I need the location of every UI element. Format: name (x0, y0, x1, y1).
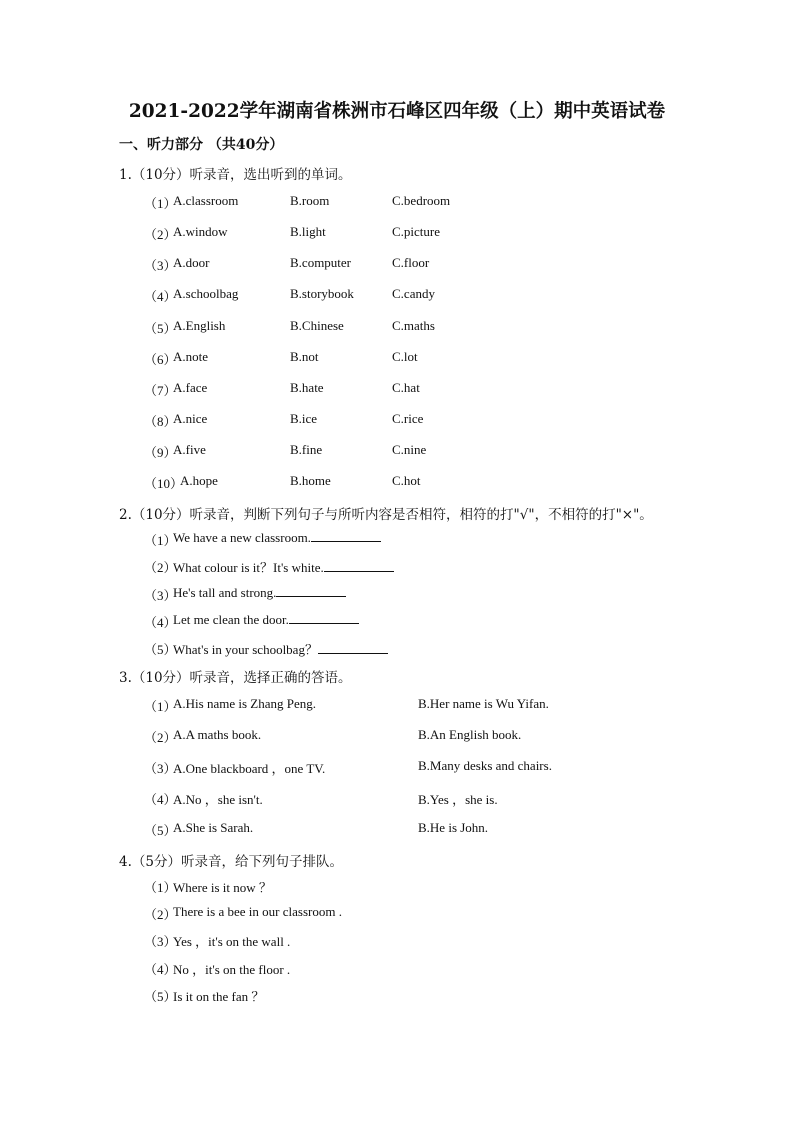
q2-item-number: （1） (144, 533, 177, 548)
q1-item-number: （4） (144, 289, 177, 304)
q1-option-a: A.hope (180, 473, 218, 488)
q3-option-a: A.No ，she isn't. (173, 792, 263, 807)
q4-sentence-row (0, 959, 794, 979)
q1-option-b: B.fine (290, 442, 323, 457)
q1-option-a: A.face (173, 380, 208, 395)
q2-sentence-text: What's in your schoolbag？ (173, 642, 318, 657)
q4-sentence-row (0, 931, 794, 951)
q1-item-row (0, 473, 794, 493)
q1-item-number: （7） (144, 383, 177, 398)
q1-item-row (0, 411, 794, 431)
q1-option-c: C.hot (392, 473, 421, 488)
q1-option-a: A.window (173, 224, 228, 239)
q1-option-b: B.home (290, 473, 331, 488)
q2-sentence-text: What colour is it？It's white. (173, 560, 324, 575)
q1-option-b: B.ice (290, 411, 318, 426)
q1-item-row (0, 224, 794, 244)
q1-item-number: （6） (144, 352, 177, 367)
q1-option-b: B.computer (290, 255, 352, 270)
q2-item-number: （2） (144, 560, 177, 575)
q3-option-b: B.Yes ，she is. (418, 792, 498, 807)
q4-sentence-text: No ，it's on the floor . (173, 962, 291, 977)
q3-item-row (0, 727, 794, 747)
q1-option-b: B.room (290, 193, 330, 208)
q1-item-number: （8） (144, 414, 177, 429)
q3-item-row (0, 789, 794, 809)
q4-item-number: （1） (144, 880, 177, 895)
q1-option-b: B.not (290, 349, 319, 364)
q3-option-b: B.Many desks and chairs. (418, 758, 552, 773)
q3-item-number: （4） (144, 792, 177, 807)
q3-option-b: B.He is John. (418, 820, 489, 835)
q3-option-a: A.His name is Zhang Peng. (173, 696, 316, 711)
answer-blank[interactable] (276, 585, 346, 597)
q1-option-a: A.classroom (173, 193, 239, 208)
q1-option-c: C.hat (392, 380, 420, 395)
q3-option-a: A.A maths book. (173, 727, 262, 742)
q3-item-number: （5） (144, 823, 177, 838)
q3-option-b: B.Her name is Wu Yifan. (418, 696, 549, 711)
q4-sentence-text: Yes ，it's on the wall . (173, 934, 291, 949)
q3-item-row (0, 696, 794, 716)
q2-sentence (173, 639, 388, 658)
q1-option-b: B.hate (290, 380, 324, 395)
q2-sentence (173, 612, 359, 628)
q2-sentence-row (0, 557, 794, 577)
answer-blank[interactable] (311, 530, 381, 542)
q1-option-a: A.five (173, 442, 206, 457)
q3-option-b: B.An English book. (418, 727, 522, 742)
q3-item-number: （1） (144, 699, 177, 714)
q4-sentence-row (0, 904, 794, 924)
question-4-heading: 4.（5分）听录音，给下列句子排队。 (119, 854, 343, 870)
q1-option-c: C.floor (392, 255, 430, 270)
q1-item-row (0, 318, 794, 338)
q1-option-c: C.maths (392, 318, 435, 333)
q2-sentence (173, 530, 381, 546)
q1-item-row (0, 255, 794, 275)
q2-sentence-row (0, 530, 794, 550)
q1-option-a: A.note (173, 349, 209, 364)
q1-item-row (0, 286, 794, 306)
q3-item-number: （3） (144, 761, 177, 776)
q2-sentence (173, 557, 394, 576)
q1-option-b: B.Chinese (290, 318, 344, 333)
q1-option-a: A.schoolbag (173, 286, 239, 301)
q4-sentence-text: There is a bee in our classroom . (173, 904, 342, 919)
q2-item-number: （4） (144, 615, 177, 630)
q1-option-c: C.lot (392, 349, 418, 364)
q1-item-number: （1） (144, 196, 177, 211)
answer-blank[interactable] (289, 612, 359, 624)
q2-sentence (173, 585, 346, 601)
section-heading-listening: 一、听力部分 （共40分） (119, 137, 284, 153)
question-2-heading: 2.（10分）听录音，判断下列句子与所听内容是否相符，相符的打"√"，不相符的打"×"。 (119, 507, 653, 523)
q1-option-a: A.nice (173, 411, 208, 426)
page-title: 2021-2022学年湖南省株洲市石峰区四年级（上）期中英语试卷 (128, 101, 666, 122)
q3-item-row (0, 758, 794, 778)
q1-option-c: C.rice (392, 411, 424, 426)
answer-blank[interactable] (318, 642, 388, 654)
q2-sentence-text: We have a new classroom. (173, 530, 311, 545)
q1-item-row (0, 380, 794, 400)
q2-sentence-row (0, 612, 794, 632)
q1-item-row (0, 193, 794, 213)
q3-item-row (0, 820, 794, 840)
q4-item-number: （4） (144, 962, 177, 977)
q1-item-row (0, 349, 794, 369)
answer-blank[interactable] (324, 560, 394, 572)
q4-sentence-row (0, 986, 794, 1006)
q1-option-c: C.picture (392, 224, 441, 239)
question-3-heading: 3.（10分）听录音，选择正确的答语。 (119, 670, 352, 686)
q4-sentence-row (0, 877, 794, 897)
q1-item-number: （9） (144, 445, 177, 460)
q1-option-a: A.English (173, 318, 226, 333)
q3-option-a: A.One blackboard ，one TV. (173, 761, 326, 776)
q4-item-number: （3） (144, 934, 177, 949)
q2-item-number: （5） (144, 642, 177, 657)
q4-item-number: （2） (144, 907, 177, 922)
q2-sentence-text: Let me clean the door. (173, 612, 289, 627)
q1-item-row (0, 442, 794, 462)
q3-item-number: （2） (144, 730, 177, 745)
q2-sentence-row (0, 585, 794, 605)
q3-option-a: A.She is Sarah. (173, 820, 254, 835)
q4-sentence-text: Is it on the fan ？ (173, 989, 265, 1004)
q4-sentence-text: Where is it now ？ (173, 880, 272, 895)
q4-item-number: （5） (144, 989, 177, 1004)
question-1-heading: 1.（10分）听录音，选出听到的单词。 (119, 167, 352, 183)
q1-option-c: C.nine (392, 442, 427, 457)
q1-option-b: B.light (290, 224, 326, 239)
q1-option-b: B.storybook (290, 286, 354, 301)
q1-option-c: C.bedroom (392, 193, 451, 208)
q2-item-number: （3） (144, 588, 177, 603)
q2-sentence-row (0, 639, 794, 659)
q1-option-a: A.door (173, 255, 210, 270)
q1-item-number: （10） (144, 476, 184, 491)
q1-item-number: （3） (144, 258, 177, 273)
q2-sentence-text: He's tall and strong. (173, 585, 277, 600)
q1-item-number: （5） (144, 321, 177, 336)
q1-item-number: （2） (144, 227, 177, 242)
q1-option-c: C.candy (392, 286, 435, 301)
